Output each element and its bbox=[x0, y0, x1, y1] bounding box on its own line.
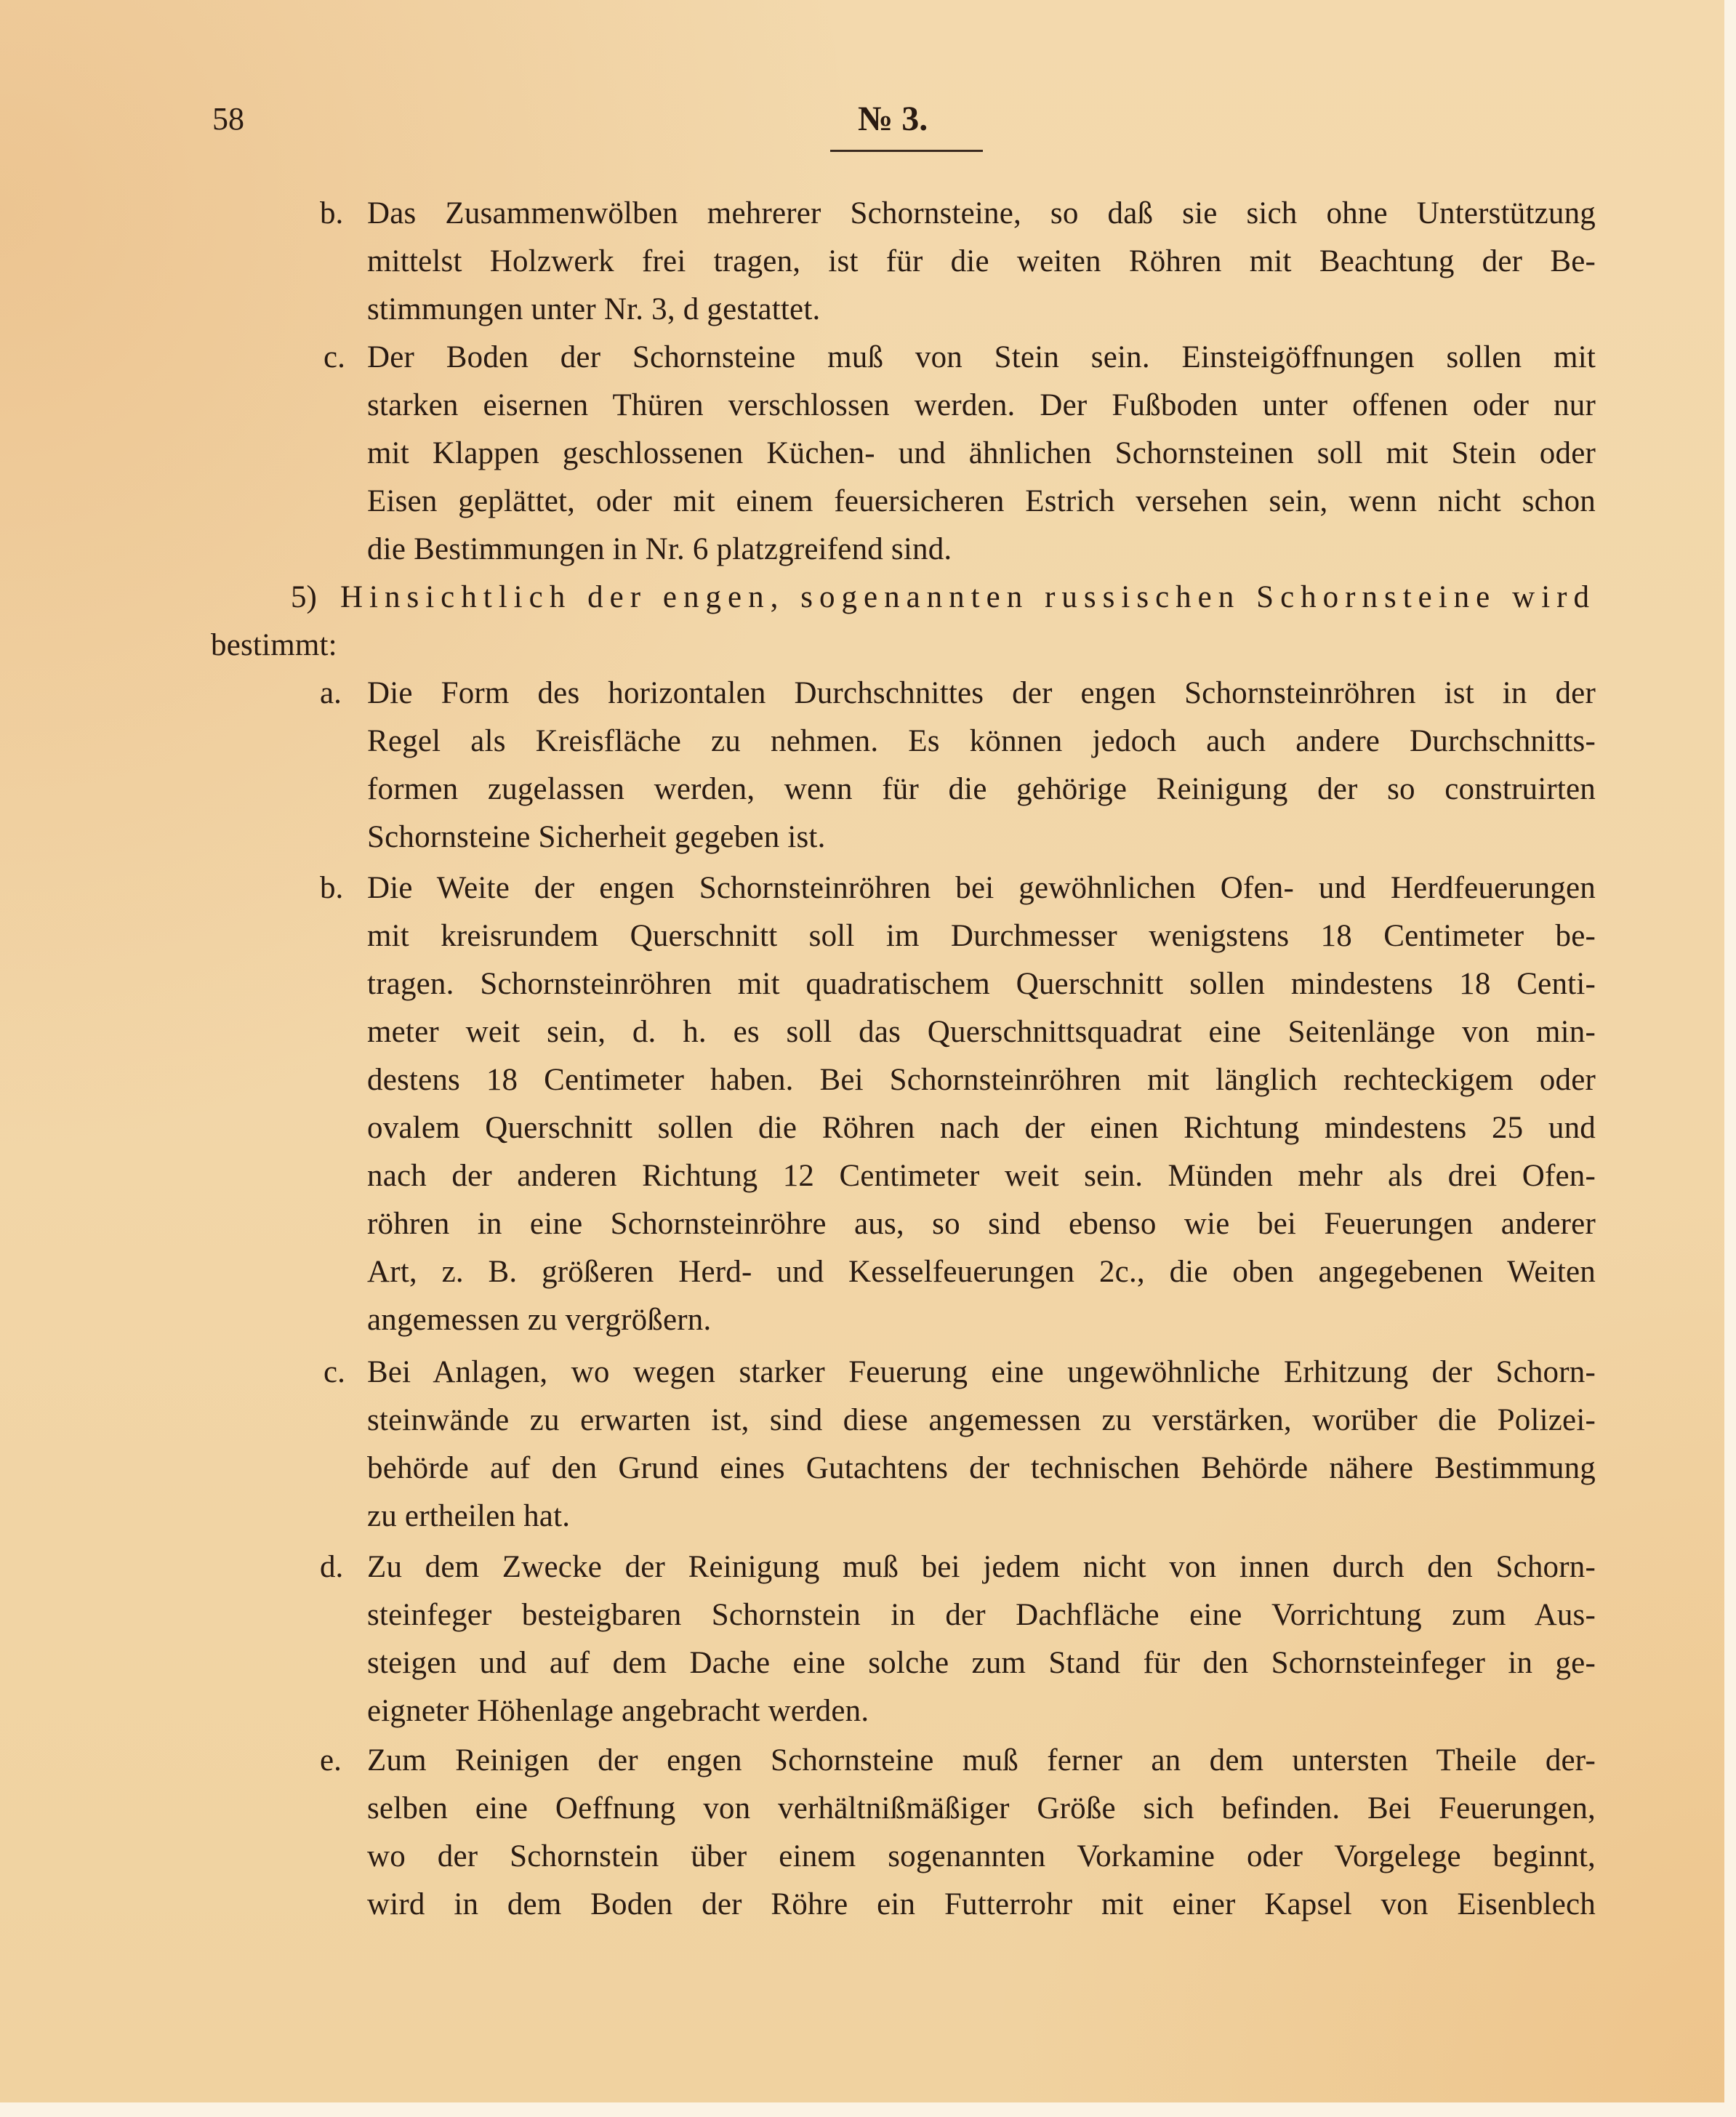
text-line: wo der Schornstein über einem sogenannten Vorkamine oder Vorgelege beginnt, bbox=[367, 1839, 1596, 1873]
item-label: a. bbox=[320, 676, 342, 710]
text-line: Bei Anlagen, wo wegen starker Feuerung eine ungewöhnliche Erhitzung der Schorn- bbox=[367, 1355, 1596, 1389]
text-line: destens 18 Centimeter haben. Bei Schornsteinröhren mit länglich rechteckigem oder bbox=[367, 1063, 1596, 1097]
text-line: stimmungen unter Nr. 3, d gestattet. bbox=[367, 292, 821, 326]
text-line: steigen und auf dem Dache eine solche zum Stand für den Schornsteinfeger in ge- bbox=[367, 1646, 1596, 1680]
text-line: Das Zusammenwölben mehrerer Schornsteine, so daß sie sich ohne Unterstützung bbox=[367, 196, 1596, 230]
text-line: eigneter Höhenlage angebracht werden. bbox=[367, 1694, 869, 1728]
text-line: starken eisernen Thüren verschlossen werden. Der Fußboden unter offenen oder nur bbox=[367, 388, 1596, 422]
text-line: Die Form des horizontalen Durchschnittes der engen Schornsteinröhren ist in der bbox=[367, 676, 1596, 710]
text-line: Hinsichtlich der engen, sogenannten russischen Schornsteine wird bbox=[340, 580, 1596, 614]
text-line: selben eine Oeffnung von verhältnißmäßiger Größe sich befinden. Bei Feuerungen, bbox=[367, 1791, 1596, 1825]
item-label: b. bbox=[320, 196, 344, 230]
text-line: die Bestimmungen in Nr. 6 platzgreifend sind. bbox=[367, 532, 952, 566]
text-line: Zum Reinigen der engen Schornsteine muß ferner an dem untersten Theile der- bbox=[367, 1743, 1596, 1777]
text-line: mit Klappen geschlossenen Küchen- und ähnlichen Schornsteinen soll mit Stein oder bbox=[367, 436, 1596, 470]
text-line: bestimmt: bbox=[211, 628, 337, 662]
text-line: steinfeger besteigbaren Schornstein in der Dachfläche eine Vorrichtung zum Aus- bbox=[367, 1598, 1596, 1632]
text-line: steinwände zu erwarten ist, sind diese angemessen zu verstärken, worüber die Polizei- bbox=[367, 1403, 1596, 1437]
text-line: ovalem Querschnitt sollen die Röhren nach der einen Richtung mindestens 25 und bbox=[367, 1111, 1596, 1145]
text-line: röhren in eine Schornsteinröhre aus, so sind ebenso wie bei Feuerungen anderer bbox=[367, 1207, 1596, 1241]
page-number: 58 bbox=[212, 101, 244, 137]
text-line: Zu dem Zwecke der Reinigung muß bei jedem nicht von innen durch den Schorn- bbox=[367, 1550, 1596, 1584]
item-label: d. bbox=[320, 1550, 344, 1584]
text-line: behörde auf den Grund eines Gutachtens der technischen Behörde nähere Bestimmung bbox=[367, 1451, 1596, 1485]
text-line: mit kreisrundem Querschnitt soll im Durchmesser wenigstens 18 Centimeter be- bbox=[367, 919, 1596, 953]
text-line: Regel als Kreisfläche zu nehmen. Es können jedoch auch andere Durchschnitts- bbox=[367, 724, 1596, 758]
text-line: mittelst Holzwerk frei tragen, ist für die weiten Röhren mit Beachtung der Be- bbox=[367, 244, 1596, 278]
text-line: tragen. Schornsteinröhren mit quadratischem Querschnitt sollen mindestens 18 Centi- bbox=[367, 967, 1596, 1001]
text-line: Die Weite der engen Schornsteinröhren bei gewöhnlichen Ofen- und Herdfeuerungen bbox=[367, 871, 1596, 905]
item-label: c. bbox=[324, 1355, 345, 1389]
text-line: formen zugelassen werden, wenn für die gehörige Reinigung der so construirten bbox=[367, 772, 1596, 806]
item-label: c. bbox=[324, 340, 345, 374]
text-line: zu ertheilen hat. bbox=[367, 1499, 571, 1533]
text-line: nach der anderen Richtung 12 Centimeter weit sein. Münden mehr als drei Ofen- bbox=[367, 1159, 1596, 1193]
text-line: Der Boden der Schornsteine muß von Stein sein. Einsteigöffnungen sollen mit bbox=[367, 340, 1596, 374]
text-line: Art, z. B. größeren Herd- und Kesselfeuerungen 2c., die oben angegebenen Weiten bbox=[367, 1255, 1596, 1289]
item-label: e. bbox=[320, 1743, 342, 1777]
text-line: angemessen zu vergrößern. bbox=[367, 1303, 712, 1337]
section-number: 5) bbox=[291, 580, 317, 614]
text-line: Schornsteine Sicherheit gegeben ist. bbox=[367, 820, 826, 854]
item-label: b. bbox=[320, 871, 344, 905]
text-line: Eisen geplättet, oder mit einem feuersicheren Estrich versehen sein, wenn nicht schon bbox=[367, 484, 1596, 518]
heading-underline bbox=[830, 150, 983, 152]
section-heading: № 3. bbox=[858, 100, 928, 138]
text-line: meter weit sein, d. h. es soll das Querschnittsquadrat eine Seitenlänge von min- bbox=[367, 1015, 1596, 1049]
text-line: wird in dem Boden der Röhre ein Futterrohr mit einer Kapsel von Eisenblech bbox=[367, 1887, 1596, 1921]
